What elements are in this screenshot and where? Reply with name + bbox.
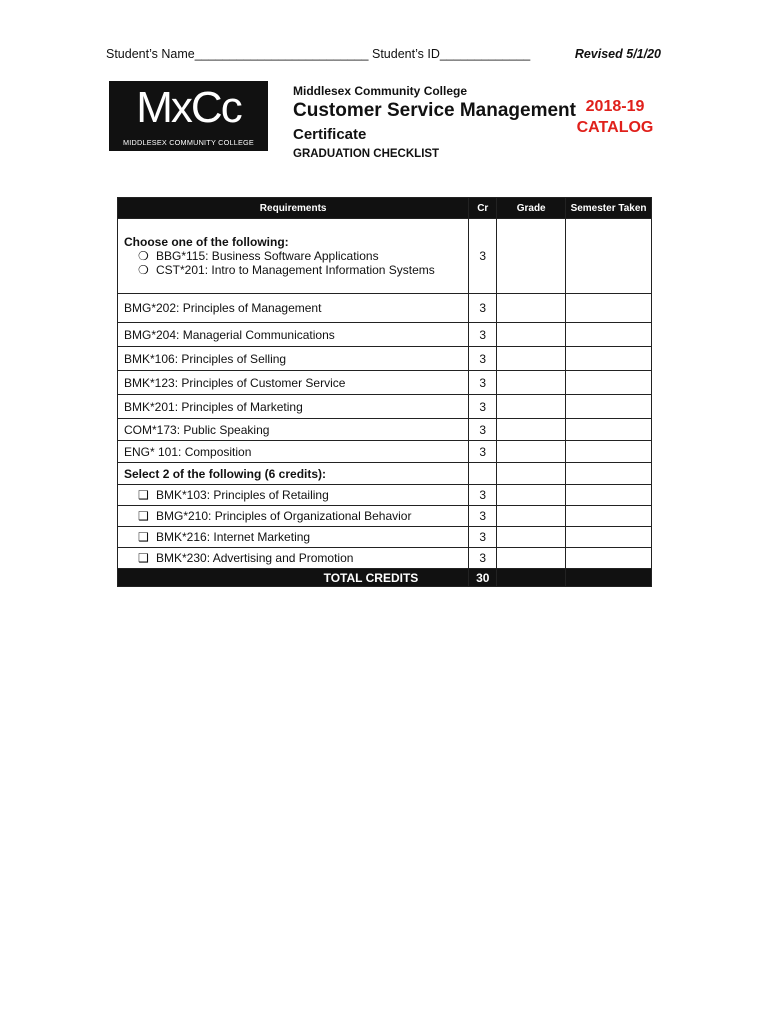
course-cell: BMK*201: Principles of Marketing [118,395,469,419]
semester-cell[interactable] [566,371,652,395]
table-row [118,294,652,323]
circle-radio-icon[interactable]: ❍ [138,263,149,277]
select-option[interactable] [124,530,468,544]
semester-cell[interactable] [566,485,652,506]
student-info-line [106,47,661,65]
col-requirements: Requirements [118,198,469,219]
select-option[interactable] [124,509,468,523]
table-row [118,219,652,294]
col-credits: Cr [469,198,497,219]
course-cell: BMK*106: Principles of Selling [118,347,469,371]
catalog-year: 2018-19 [585,98,645,115]
semester-cell[interactable] [566,527,652,548]
credit-cell: 3 [469,441,497,463]
credit-cell: 3 [469,419,497,441]
table-row [118,441,652,463]
table-header-row [118,198,652,219]
grade-cell[interactable] [497,347,566,371]
credit-cell: 3 [469,485,497,506]
grade-cell[interactable] [497,548,566,569]
revised-date: Revised 5/1/20 [574,47,661,61]
grade-cell[interactable] [497,323,566,347]
credit-cell: 3 [469,506,497,527]
college-name: Middlesex Community College [293,84,468,98]
checkbox-icon[interactable]: ❑ [138,488,149,502]
checkbox-icon[interactable]: ❑ [138,551,149,565]
grade-cell[interactable] [497,294,566,323]
program-title: Customer Service Management [293,100,576,121]
course-cell: BMG*202: Principles of Management [118,294,469,323]
total-grade-cell [497,569,566,587]
select-label: Select 2 of the following (6 credits): [118,463,469,485]
table-row [118,347,652,371]
option-label: CST*201: Intro to Management Information Systems [156,263,435,277]
col-grade: Grade [497,198,566,219]
semester-cell[interactable] [566,219,652,294]
credit-cell: 3 [469,548,497,569]
table-row [118,323,652,347]
semester-cell[interactable] [566,506,652,527]
semester-cell[interactable] [566,419,652,441]
program-subtitle: Certificate [293,126,367,143]
table-row [118,527,652,548]
grade-cell[interactable] [497,485,566,506]
logo-mark: MxCc [136,83,241,132]
checkbox-icon[interactable]: ❑ [138,530,149,544]
total-row [118,569,652,587]
checklist-heading: GRADUATION CHECKLIST [293,148,440,160]
semester-cell[interactable] [566,395,652,419]
grade-cell[interactable] [497,395,566,419]
choose-option[interactable] [124,263,468,277]
catalog-label: CATALOG [576,119,654,136]
semester-cell[interactable] [566,463,652,485]
grade-cell[interactable] [497,463,566,485]
catalog-badge [575,96,655,138]
table-row [118,395,652,419]
grade-cell[interactable] [497,219,566,294]
grade-cell[interactable] [497,371,566,395]
credit-cell: 3 [469,395,497,419]
choose-group [118,219,469,294]
course-cell: ENG* 101: Composition [118,441,469,463]
credit-cell: 3 [469,294,497,323]
table-row [118,371,652,395]
grade-cell[interactable] [497,441,566,463]
semester-cell[interactable] [566,548,652,569]
total-label: TOTAL CREDITS [118,569,469,587]
table-row [118,506,652,527]
table-row [118,548,652,569]
credit-cell: 3 [469,527,497,548]
credit-cell [469,463,497,485]
checkbox-icon[interactable]: ❑ [138,509,149,523]
grade-cell[interactable] [497,419,566,441]
credit-cell: 3 [469,371,497,395]
course-cell: BMK*123: Principles of Customer Service [118,371,469,395]
logo-subtitle: MIDDLESEX COMMUNITY COLLEGE [123,138,254,147]
credit-cell: 3 [469,323,497,347]
option-label: BMG*210: Principles of Organizational Behavior [156,509,412,523]
total-value: 30 [469,569,497,587]
col-semester: Semester Taken [566,198,652,219]
course-cell: COM*173: Public Speaking [118,419,469,441]
credit-cell: 3 [469,347,497,371]
select-option[interactable] [124,488,468,502]
semester-cell[interactable] [566,294,652,323]
option-label: BMK*216: Internet Marketing [156,530,311,544]
total-semester-cell [566,569,652,587]
grade-cell[interactable] [497,527,566,548]
option-label: BMK*103: Principles of Retailing [156,488,329,502]
grade-cell[interactable] [497,506,566,527]
semester-cell[interactable] [566,441,652,463]
select-option[interactable] [124,551,468,565]
table-row [118,419,652,441]
requirements-table [117,197,652,587]
option-label: BMK*230: Advertising and Promotion [156,551,354,565]
table-row [118,485,652,506]
circle-radio-icon[interactable]: ❍ [138,249,149,263]
table-row [118,463,652,485]
semester-cell[interactable] [566,347,652,371]
semester-cell[interactable] [566,323,652,347]
credit-cell: 3 [469,219,497,294]
choose-option[interactable] [124,249,468,263]
choose-label: Choose one of the following: [124,235,289,249]
option-label: BBG*115: Business Software Applications [156,249,379,263]
student-name-id-line: Student’s Name_________________________ Student’s ID_____________ [106,47,531,61]
course-cell: BMG*204: Managerial Communications [118,323,469,347]
college-logo [109,81,268,151]
